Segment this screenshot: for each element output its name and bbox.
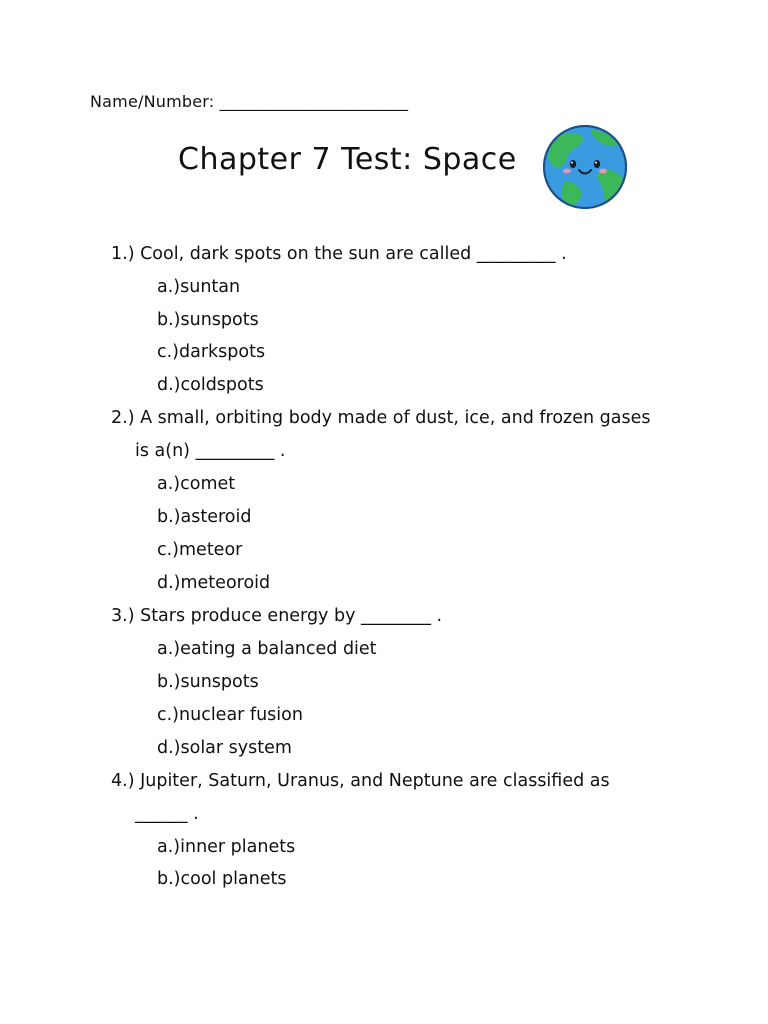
question-2-stem-continued: is a(n) _________ . <box>135 441 286 461</box>
question-2-option-a: a.)comet <box>157 474 236 494</box>
question-2-stem: 2.) A small, orbiting body made of dust, ice, and frozen gases <box>111 408 651 428</box>
question-4-option-b: b.)cool planets <box>157 869 287 889</box>
question-4-option-a: a.)inner planets <box>157 837 296 857</box>
question-3-stem: 3.) Stars produce energy by ________ . <box>111 606 443 626</box>
question-1-stem: 1.) Cool, dark spots on the sun are called _________ . <box>111 244 567 264</box>
question-3-option-b: b.)sunspots <box>157 672 259 692</box>
question-4-stem: 4.) Jupiter, Saturn, Uranus, and Neptune are classified as <box>111 771 610 791</box>
question-1-option-c: c.)darkspots <box>157 342 266 362</box>
question-1-option-b: b.)sunspots <box>157 310 259 330</box>
question-3-option-c: c.)nuclear fusion <box>157 705 303 725</box>
question-3-option-d: d.)solar system <box>157 738 292 758</box>
name-number-field: Name/Number: _______________________ <box>90 92 409 111</box>
question-2-option-d: d.)meteoroid <box>157 573 271 593</box>
smiling-earth-icon <box>542 124 628 210</box>
question-3-option-a: a.)eating a balanced diet <box>157 639 377 659</box>
question-2-option-c: c.)meteor <box>157 540 243 560</box>
question-1-option-d: d.)coldspots <box>157 375 264 395</box>
question-4-stem-continued: ______ . <box>135 804 199 824</box>
page-title: Chapter 7 Test: Space <box>178 142 517 177</box>
question-1-option-a: a.)suntan <box>157 277 241 297</box>
question-2-option-b: b.)asteroid <box>157 507 252 527</box>
